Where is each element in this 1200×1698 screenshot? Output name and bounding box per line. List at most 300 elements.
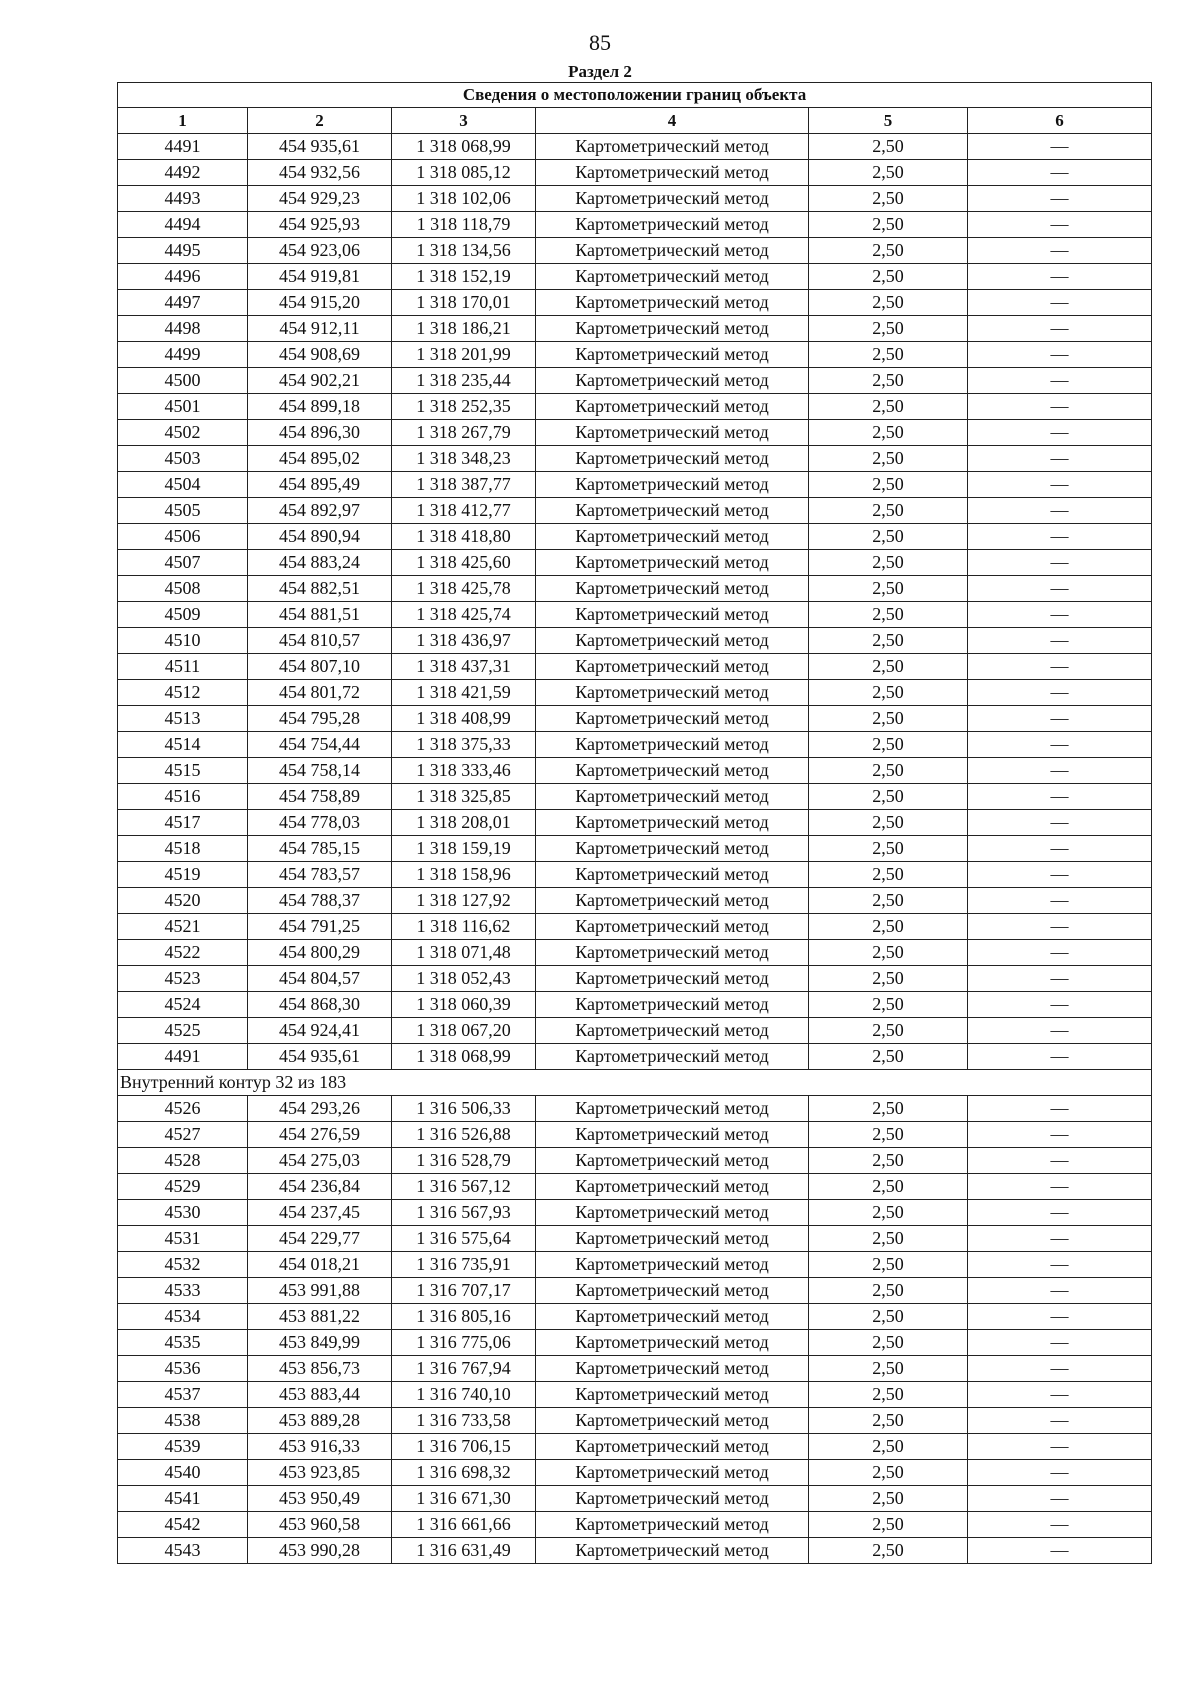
table-row	[118, 992, 1152, 1018]
table-cell-col-5: 2,50	[809, 238, 968, 264]
table-cell-col-6: —	[968, 1460, 1152, 1486]
table-cell-col-4: Картометрический метод	[536, 680, 809, 706]
table-cell-col-5: 2,50	[809, 602, 968, 628]
table-cell-col-2: 454 932,56	[248, 160, 392, 186]
table-cell-col-6: —	[968, 186, 1152, 212]
table-cell-col-1: 4501	[118, 394, 248, 420]
table-cell-col-5: 2,50	[809, 1252, 968, 1278]
table-cell-col-1: 4529	[118, 1174, 248, 1200]
table-cell-col-1: 4504	[118, 472, 248, 498]
table-cell-col-6: —	[968, 680, 1152, 706]
table-cell-col-4: Картометрический метод	[536, 758, 809, 784]
table-cell-col-1: 4500	[118, 368, 248, 394]
table-cell-col-6: —	[968, 1122, 1152, 1148]
table-cell-col-2: 454 908,69	[248, 342, 392, 368]
table-cell-col-4: Картометрический метод	[536, 914, 809, 940]
table-cell-col-4: Картометрический метод	[536, 1538, 809, 1564]
table-cell-col-2: 454 899,18	[248, 394, 392, 420]
table-row	[118, 498, 1152, 524]
table-cell-col-6: —	[968, 992, 1152, 1018]
table-row	[118, 1044, 1152, 1070]
table-cell-col-2: 453 991,88	[248, 1278, 392, 1304]
table-cell-col-2: 454 902,21	[248, 368, 392, 394]
table-row	[118, 966, 1152, 992]
table-row	[118, 576, 1152, 602]
table-cell-col-1: 4508	[118, 576, 248, 602]
table-cell-col-4: Картометрический метод	[536, 992, 809, 1018]
table-cell-col-6: —	[968, 602, 1152, 628]
table-cell-col-5: 2,50	[809, 758, 968, 784]
table-cell-col-6: —	[968, 394, 1152, 420]
table-cell-col-3: 1 318 127,92	[392, 888, 536, 914]
table-cell-col-1: 4518	[118, 836, 248, 862]
table-row	[118, 654, 1152, 680]
table-cell-col-1: 4515	[118, 758, 248, 784]
table-row	[118, 1304, 1152, 1330]
table-cell-col-4: Картометрический метод	[536, 1486, 809, 1512]
table-cell-col-1: 4534	[118, 1304, 248, 1330]
table-cell-col-6: —	[968, 550, 1152, 576]
section-title: Раздел 2	[568, 62, 632, 81]
table-cell-col-2: 454 923,06	[248, 238, 392, 264]
table-cell-col-4: Картометрический метод	[536, 186, 809, 212]
table-cell-col-3: 1 316 707,17	[392, 1278, 536, 1304]
table-cell-col-3: 1 316 740,10	[392, 1382, 536, 1408]
column-header-1: 1	[118, 108, 248, 134]
table-cell-col-4: Картометрический метод	[536, 628, 809, 654]
table-cell-col-5: 2,50	[809, 862, 968, 888]
table-cell-col-3: 1 318 418,80	[392, 524, 536, 550]
table-cell-col-3: 1 318 425,78	[392, 576, 536, 602]
table-cell-col-5: 2,50	[809, 732, 968, 758]
table-cell-col-3: 1 316 526,88	[392, 1122, 536, 1148]
table-row	[118, 732, 1152, 758]
table-cell-col-3: 1 316 661,66	[392, 1512, 536, 1538]
table-row	[118, 602, 1152, 628]
table-cell-col-1: 4491	[118, 1044, 248, 1070]
table-cell-col-1: 4533	[118, 1278, 248, 1304]
table-cell-col-2: 454 915,20	[248, 290, 392, 316]
table-cell-col-4: Картометрический метод	[536, 836, 809, 862]
table-cell-col-2: 454 237,45	[248, 1200, 392, 1226]
table-cell-col-5: 2,50	[809, 628, 968, 654]
table-cell-col-2: 454 236,84	[248, 1174, 392, 1200]
contour-row	[118, 1070, 1152, 1096]
table-cell-col-3: 1 316 775,06	[392, 1330, 536, 1356]
table-cell-col-6: —	[968, 810, 1152, 836]
table-cell-col-4: Картометрический метод	[536, 654, 809, 680]
table-cell-col-5: 2,50	[809, 992, 968, 1018]
table-cell-col-5: 2,50	[809, 160, 968, 186]
table-cell-col-6: —	[968, 342, 1152, 368]
table-cell-col-2: 454 275,03	[248, 1148, 392, 1174]
table-cell-col-1: 4535	[118, 1330, 248, 1356]
table-cell-col-2: 454 018,21	[248, 1252, 392, 1278]
table-cell-col-6: —	[968, 524, 1152, 550]
table-cell-col-1: 4506	[118, 524, 248, 550]
table-cell-col-2: 454 935,61	[248, 1044, 392, 1070]
table-cell-col-6: —	[968, 1018, 1152, 1044]
table-cell-col-3: 1 316 767,94	[392, 1356, 536, 1382]
table-cell-col-3: 1 318 387,77	[392, 472, 536, 498]
table-cell-col-6: —	[968, 654, 1152, 680]
table-cell-col-2: 454 919,81	[248, 264, 392, 290]
table-row	[118, 1512, 1152, 1538]
table-row	[118, 290, 1152, 316]
table-cell-col-5: 2,50	[809, 1538, 968, 1564]
table-cell-col-5: 2,50	[809, 1304, 968, 1330]
table-cell-col-5: 2,50	[809, 680, 968, 706]
table-row	[118, 1538, 1152, 1564]
table-cell-col-5: 2,50	[809, 1278, 968, 1304]
table-cell-col-1: 4528	[118, 1148, 248, 1174]
table-row	[118, 160, 1152, 186]
table-row	[118, 134, 1152, 160]
table-row	[118, 1278, 1152, 1304]
table-cell-col-1: 4525	[118, 1018, 248, 1044]
table-cell-col-3: 1 318 235,44	[392, 368, 536, 394]
table-cell-col-5: 2,50	[809, 446, 968, 472]
table-cell-col-5: 2,50	[809, 1486, 968, 1512]
table-cell-col-4: Картометрический метод	[536, 1044, 809, 1070]
table-row	[118, 1252, 1152, 1278]
table-row	[118, 784, 1152, 810]
table-cell-col-5: 2,50	[809, 1096, 968, 1122]
table-cell-col-5: 2,50	[809, 1122, 968, 1148]
table-row	[118, 1018, 1152, 1044]
table-cell-col-2: 454 912,11	[248, 316, 392, 342]
table-row	[118, 1148, 1152, 1174]
table-cell-col-2: 453 923,85	[248, 1460, 392, 1486]
table-cell-col-3: 1 316 706,15	[392, 1434, 536, 1460]
table-cell-col-4: Картометрический метод	[536, 238, 809, 264]
table-cell-col-6: —	[968, 940, 1152, 966]
table-row	[118, 914, 1152, 940]
table-cell-col-2: 453 883,44	[248, 1382, 392, 1408]
table-row	[118, 238, 1152, 264]
table-cell-col-3: 1 318 252,35	[392, 394, 536, 420]
table-cell-col-4: Картометрический метод	[536, 1382, 809, 1408]
table-cell-col-3: 1 318 068,99	[392, 134, 536, 160]
table-cell-col-1: 4531	[118, 1226, 248, 1252]
table-cell-col-1: 4510	[118, 628, 248, 654]
table-cell-col-5: 2,50	[809, 836, 968, 862]
table-row	[118, 420, 1152, 446]
table-cell-col-4: Картометрический метод	[536, 1122, 809, 1148]
table-cell-col-6: —	[968, 1252, 1152, 1278]
table-cell-col-2: 454 895,49	[248, 472, 392, 498]
table-cell-col-1: 4514	[118, 732, 248, 758]
table-cell-col-1: 4516	[118, 784, 248, 810]
table-cell-col-1: 4537	[118, 1382, 248, 1408]
table-cell-col-3: 1 318 116,62	[392, 914, 536, 940]
table-cell-col-1: 4520	[118, 888, 248, 914]
table-cell-col-5: 2,50	[809, 1356, 968, 1382]
table-cell-col-2: 454 783,57	[248, 862, 392, 888]
table-cell-col-3: 1 316 567,12	[392, 1174, 536, 1200]
table-cell-col-5: 2,50	[809, 1460, 968, 1486]
table-cell-col-6: —	[968, 446, 1152, 472]
table-cell-col-3: 1 316 575,64	[392, 1226, 536, 1252]
table-cell-col-1: 4513	[118, 706, 248, 732]
table-cell-col-1: 4530	[118, 1200, 248, 1226]
table-cell-col-1: 4539	[118, 1434, 248, 1460]
table-cell-col-4: Картометрический метод	[536, 316, 809, 342]
table-cell-col-3: 1 318 071,48	[392, 940, 536, 966]
table-cell-col-4: Картометрический метод	[536, 498, 809, 524]
table-row	[118, 1096, 1152, 1122]
table-cell-col-4: Картометрический метод	[536, 810, 809, 836]
table-cell-col-2: 453 881,22	[248, 1304, 392, 1330]
table-cell-col-2: 454 924,41	[248, 1018, 392, 1044]
table-cell-col-3: 1 316 671,30	[392, 1486, 536, 1512]
table-cell-col-3: 1 318 333,46	[392, 758, 536, 784]
table-row	[118, 550, 1152, 576]
table-cell-col-3: 1 318 158,96	[392, 862, 536, 888]
table-cell-col-5: 2,50	[809, 888, 968, 914]
column-header-4: 4	[536, 108, 809, 134]
table-cell-col-3: 1 318 412,77	[392, 498, 536, 524]
table-cell-col-2: 454 868,30	[248, 992, 392, 1018]
table-cell-col-2: 454 925,93	[248, 212, 392, 238]
table-cell-col-5: 2,50	[809, 472, 968, 498]
table-cell-col-6: —	[968, 706, 1152, 732]
table-cell-col-1: 4540	[118, 1460, 248, 1486]
table-row	[118, 1226, 1152, 1252]
table-cell-col-6: —	[968, 1096, 1152, 1122]
table-cell-col-4: Картометрический метод	[536, 446, 809, 472]
table-title: Сведения о местоположении границ объекта	[118, 83, 1152, 108]
table-cell-col-1: 4512	[118, 680, 248, 706]
table-cell-col-4: Картометрический метод	[536, 394, 809, 420]
table-cell-col-1: 4532	[118, 1252, 248, 1278]
table-cell-col-1: 4536	[118, 1356, 248, 1382]
page-number: 85	[589, 30, 611, 55]
table-cell-col-2: 454 810,57	[248, 628, 392, 654]
table-cell-col-2: 454 754,44	[248, 732, 392, 758]
table-cell-col-1: 4496	[118, 264, 248, 290]
table-cell-col-3: 1 318 068,99	[392, 1044, 536, 1070]
table-cell-col-3: 1 318 102,06	[392, 186, 536, 212]
table-cell-col-6: —	[968, 290, 1152, 316]
table-cell-col-2: 454 896,30	[248, 420, 392, 446]
table-cell-col-4: Картометрический метод	[536, 1018, 809, 1044]
table-cell-col-6: —	[968, 134, 1152, 160]
table-row	[118, 1122, 1152, 1148]
table-cell-col-5: 2,50	[809, 810, 968, 836]
table-cell-col-6: —	[968, 472, 1152, 498]
table-cell-col-4: Картометрический метод	[536, 602, 809, 628]
table-cell-col-4: Картометрический метод	[536, 706, 809, 732]
table-cell-col-2: 454 778,03	[248, 810, 392, 836]
boundary-coordinates-table	[117, 82, 1152, 1564]
table-cell-col-6: —	[968, 1512, 1152, 1538]
table-cell-col-5: 2,50	[809, 524, 968, 550]
table-cell-col-4: Картометрический метод	[536, 1434, 809, 1460]
table-cell-col-5: 2,50	[809, 550, 968, 576]
table-cell-col-6: —	[968, 862, 1152, 888]
table-row	[118, 1174, 1152, 1200]
table-cell-col-6: —	[968, 212, 1152, 238]
table-row	[118, 1200, 1152, 1226]
table-cell-col-3: 1 318 052,43	[392, 966, 536, 992]
table-cell-col-4: Картометрический метод	[536, 1278, 809, 1304]
table-cell-col-1: 4503	[118, 446, 248, 472]
table-cell-col-5: 2,50	[809, 1044, 968, 1070]
table-cell-col-4: Картометрический метод	[536, 940, 809, 966]
table-cell-col-3: 1 318 425,60	[392, 550, 536, 576]
table-cell-col-3: 1 316 733,58	[392, 1408, 536, 1434]
table-cell-col-1: 4502	[118, 420, 248, 446]
table-cell-col-5: 2,50	[809, 1434, 968, 1460]
table-cell-col-5: 2,50	[809, 966, 968, 992]
table-cell-col-5: 2,50	[809, 498, 968, 524]
table-cell-col-1: 4511	[118, 654, 248, 680]
table-row	[118, 446, 1152, 472]
table-cell-col-1: 4509	[118, 602, 248, 628]
table-cell-col-5: 2,50	[809, 914, 968, 940]
table-cell-col-2: 454 795,28	[248, 706, 392, 732]
table-cell-col-5: 2,50	[809, 264, 968, 290]
table-cell-col-4: Картометрический метод	[536, 784, 809, 810]
table-cell-col-1: 4495	[118, 238, 248, 264]
table-cell-col-3: 1 318 159,19	[392, 836, 536, 862]
table-cell-col-1: 4527	[118, 1122, 248, 1148]
table-cell-col-4: Картометрический метод	[536, 1460, 809, 1486]
table-row	[118, 264, 1152, 290]
table-cell-col-5: 2,50	[809, 368, 968, 394]
table-cell-col-5: 2,50	[809, 706, 968, 732]
table-cell-col-2: 454 883,24	[248, 550, 392, 576]
table-cell-col-5: 2,50	[809, 186, 968, 212]
column-header-row	[118, 108, 1152, 134]
table-cell-col-5: 2,50	[809, 1018, 968, 1044]
table-cell-col-5: 2,50	[809, 290, 968, 316]
table-cell-col-4: Картометрический метод	[536, 1512, 809, 1538]
table-cell-col-1: 4541	[118, 1486, 248, 1512]
table-cell-col-6: —	[968, 758, 1152, 784]
table-cell-col-3: 1 318 408,99	[392, 706, 536, 732]
table-cell-col-4: Картометрический метод	[536, 524, 809, 550]
table-cell-col-5: 2,50	[809, 316, 968, 342]
table-cell-col-6: —	[968, 914, 1152, 940]
table-row	[118, 888, 1152, 914]
table-row	[118, 706, 1152, 732]
table-cell-col-4: Картометрический метод	[536, 342, 809, 368]
table-row	[118, 316, 1152, 342]
table-cell-col-5: 2,50	[809, 1330, 968, 1356]
table-cell-col-5: 2,50	[809, 940, 968, 966]
table-cell-col-6: —	[968, 966, 1152, 992]
table-row	[118, 1434, 1152, 1460]
table-cell-col-1: 4498	[118, 316, 248, 342]
table-cell-col-2: 453 960,58	[248, 1512, 392, 1538]
table-cell-col-1: 4494	[118, 212, 248, 238]
table-cell-col-4: Картометрический метод	[536, 862, 809, 888]
table-cell-col-1: 4497	[118, 290, 248, 316]
table-cell-col-2: 454 890,94	[248, 524, 392, 550]
table-row	[118, 1330, 1152, 1356]
table-cell-col-1: 4505	[118, 498, 248, 524]
table-cell-col-2: 454 791,25	[248, 914, 392, 940]
table-cell-col-1: 4507	[118, 550, 248, 576]
table-cell-col-6: —	[968, 1330, 1152, 1356]
table-row	[118, 394, 1152, 420]
table-row	[118, 1356, 1152, 1382]
table-cell-col-5: 2,50	[809, 394, 968, 420]
table-cell-col-6: —	[968, 264, 1152, 290]
table-row	[118, 342, 1152, 368]
table-cell-col-5: 2,50	[809, 1382, 968, 1408]
table-cell-col-6: —	[968, 888, 1152, 914]
table-cell-col-4: Картометрический метод	[536, 212, 809, 238]
table-cell-col-4: Картометрический метод	[536, 1148, 809, 1174]
table-cell-col-4: Картометрический метод	[536, 1252, 809, 1278]
table-cell-col-5: 2,50	[809, 134, 968, 160]
table-cell-col-3: 1 318 201,99	[392, 342, 536, 368]
table-cell-col-2: 453 856,73	[248, 1356, 392, 1382]
table-cell-col-2: 454 935,61	[248, 134, 392, 160]
table-cell-col-4: Картометрический метод	[536, 290, 809, 316]
table-cell-col-6: —	[968, 316, 1152, 342]
table-cell-col-2: 454 276,59	[248, 1122, 392, 1148]
table-cell-col-4: Картометрический метод	[536, 420, 809, 446]
table-row	[118, 1382, 1152, 1408]
table-row	[118, 368, 1152, 394]
table-cell-col-3: 1 316 631,49	[392, 1538, 536, 1564]
table-cell-col-5: 2,50	[809, 1226, 968, 1252]
table-cell-col-1: 4519	[118, 862, 248, 888]
table-cell-col-6: —	[968, 1200, 1152, 1226]
table-cell-col-3: 1 318 085,12	[392, 160, 536, 186]
table-cell-col-5: 2,50	[809, 342, 968, 368]
table-row	[118, 1460, 1152, 1486]
table-cell-col-1: 4543	[118, 1538, 248, 1564]
table-cell-col-3: 1 316 567,93	[392, 1200, 536, 1226]
table-cell-col-4: Картометрический метод	[536, 1330, 809, 1356]
table-cell-col-5: 2,50	[809, 576, 968, 602]
table-cell-col-1: 4538	[118, 1408, 248, 1434]
table-cell-col-1: 4542	[118, 1512, 248, 1538]
table-cell-col-6: —	[968, 1278, 1152, 1304]
table-cell-col-6: —	[968, 1356, 1152, 1382]
table-cell-col-2: 453 889,28	[248, 1408, 392, 1434]
table-cell-col-2: 454 882,51	[248, 576, 392, 602]
table-cell-col-1: 4526	[118, 1096, 248, 1122]
table-cell-col-5: 2,50	[809, 1512, 968, 1538]
table-cell-col-6: —	[968, 1538, 1152, 1564]
table-cell-col-2: 454 881,51	[248, 602, 392, 628]
table-cell-col-3: 1 318 208,01	[392, 810, 536, 836]
table-cell-col-2: 454 801,72	[248, 680, 392, 706]
table-row	[118, 186, 1152, 212]
table-cell-col-4: Картометрический метод	[536, 966, 809, 992]
table-row	[118, 472, 1152, 498]
table-cell-col-5: 2,50	[809, 1408, 968, 1434]
table-cell-col-3: 1 318 375,33	[392, 732, 536, 758]
table-cell-col-6: —	[968, 1174, 1152, 1200]
table-row	[118, 758, 1152, 784]
table-cell-col-6: —	[968, 576, 1152, 602]
table-cell-col-3: 1 318 421,59	[392, 680, 536, 706]
table-cell-col-3: 1 318 267,79	[392, 420, 536, 446]
table-cell-col-5: 2,50	[809, 1200, 968, 1226]
table-cell-col-6: —	[968, 1408, 1152, 1434]
table-row	[118, 680, 1152, 706]
table-cell-col-1: 4491	[118, 134, 248, 160]
table-row	[118, 1408, 1152, 1434]
table-cell-col-3: 1 318 436,97	[392, 628, 536, 654]
